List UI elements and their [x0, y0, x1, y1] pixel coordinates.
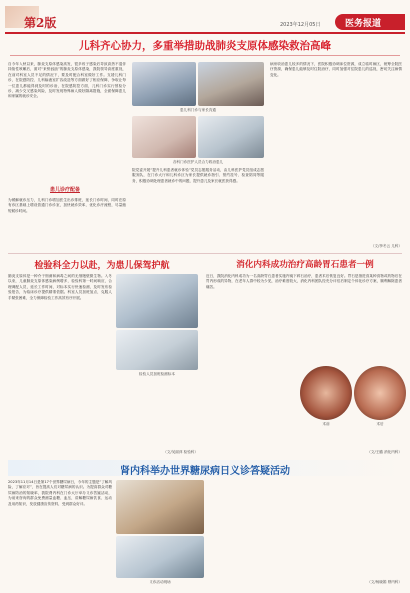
- article4-body: 2023年11月14日是第17个世界糖尿病日，今年的主题是“了解风险，了解应对”，旨在提高人们对糖尿病的认识。为提高群众对糖尿病防治的知晓率，我院肾内科在门诊大厅举办义诊答疑活动，为前来咨询的群众免费测量血糖、血压，讲解糖尿病饮食、运动及用药知识，发放健康宣传资料，受到群众好评。: [8, 480, 112, 506]
- article2-body: 肺炎支原体是一种介于细菌和病毒之间的无细胞壁微生物。入冬以来，儿童肺炎支原体感染病例增多，检验科第一时间响应，合理调配人员，延长工作时间，对标本实行快速检测，及时发布检验报告，为临床诊疗提供精准依据。科室人员加班加点，克服人手紧张困难，全力保障检验工作高效有序开展。: [8, 274, 112, 300]
- article3-body-cont: [206, 366, 296, 446]
- photo-clinic-event-2: [116, 536, 204, 578]
- issue-date: 2023年12月05日: [280, 22, 321, 28]
- article1-author: （文/李冬云 儿科）: [370, 244, 402, 248]
- article1-subhead: [30, 186, 100, 195]
- headline-rule: [10, 55, 400, 56]
- page-number: 第2版: [24, 16, 57, 30]
- caption-clinic: 患儿科门诊与家长沟通: [180, 108, 216, 112]
- photo-clinic-event-1: [116, 480, 204, 534]
- article3-headline: 消化内科成功治疗高龄胃石患者一例: [236, 260, 374, 270]
- caption-lab: 检验人员加班检测标本: [139, 372, 175, 376]
- divider-1: [8, 253, 402, 254]
- section-label: 医务报道: [345, 19, 382, 29]
- header-rule: [5, 32, 405, 34]
- article1-headline: 儿科齐心协力，多重举措助战肺炎支原体感染救治高峰: [79, 40, 331, 52]
- article3-author: （文/王璐 消化内科）: [367, 450, 402, 454]
- article1-body-left2: 为缓解就诊压力，儿科门诊增加医生出诊排班，延长门诊时间，同时在原有诊区基础上增设普通门诊诊室，加快就诊效率，优化诊疗流程，尽量缩短候诊时间。: [8, 198, 126, 213]
- article4-body-cont: [208, 480, 304, 586]
- article1-body-right: 病房收治患儿较多的情况下，医院积极协调床位资源，成立临时病区，统筹全院医疗资源，确保患儿能够及时住院治疗，同时加强对住院患儿的巡视，密切关注病情变化。: [270, 62, 402, 77]
- photo-consult-desk: [198, 116, 264, 158]
- photo-ward-staff: [198, 62, 264, 106]
- article3-body: 近日，我院消化内科成功为一名高龄胃石患者实施内镜下碎石治疗，患者术后恢复良好。胃石是指进食某种食物或药物后在胃内形成的异物，在老年人群中较为少见，治疗难度较大，消化内科团队经充分评估后制定个体化诊疗方案，顺利解除患者痛苦。: [206, 274, 402, 289]
- caption-ward: 各科门诊医护人员合力救治患儿: [172, 160, 224, 164]
- article2-author: （文/吴丽萍 检验科）: [163, 450, 198, 454]
- subhead-text: 患儿诊疗配备: [49, 187, 80, 193]
- article4-author: （文/杨晓娟 肾内科）: [367, 580, 402, 584]
- article2-headline: 检验科全力以赴，为患儿保驾护航: [34, 261, 170, 271]
- photo-lab-microscope: [116, 274, 198, 328]
- label-after: 术后: [376, 422, 384, 426]
- photo-endoscope-after: [354, 366, 406, 420]
- article4-body-right: [308, 480, 402, 576]
- article4-headline: 肾内科举办世界糖尿病日义诊答疑活动: [120, 466, 290, 477]
- section-badge: [335, 14, 405, 30]
- article1-body-left: 自今年入秋以来，肺炎支原体感染高发，很多孩子感染后导致高热不退伴持续性咳嗽后，面对“来势汹汹”的肺炎支原体感染，我院领导高度重视，在前对科室人员不足的情况下，要及时配合科室做好工作。支援儿科门诊，在院感防控、儿科输液室扩容改造等方面做好了相应保障，争取让每一位患儿都能得到及时的诊治，在院感防控方面，儿科门诊实行预检分诊，减少交叉感染风险，及时发现特殊病人做好隔离措施，全面保障患儿和家属的就诊安全。: [8, 62, 126, 99]
- photo-endoscope-before: [300, 366, 352, 420]
- photo-nurse-child: [132, 116, 196, 158]
- photo-clinic-consult: [132, 62, 196, 106]
- article1-body-mid: 院党委开展“提升儿科患者就诊体验”党员志愿服务活动，由儿科医护党员组成志愿服务队，在门诊大厅和儿科诊区为家长提供就诊指引、预约挂号、检查陪同等服务，积极协调处理患者就诊中的问题，提升患儿及家长就医获得感。: [132, 168, 264, 183]
- label-before: 术前: [322, 422, 330, 426]
- photo-lab-tubes: [116, 330, 198, 370]
- caption-event: 义诊活动现场: [149, 580, 171, 584]
